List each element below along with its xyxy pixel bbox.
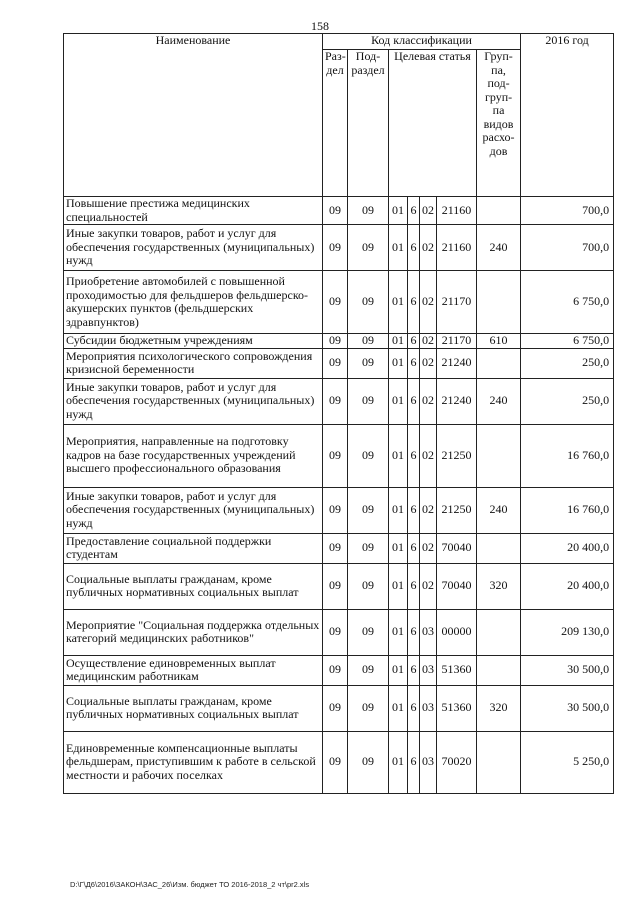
cell-section: 09 — [323, 424, 348, 487]
cell-program: 01 — [389, 563, 408, 609]
cell-subprogram: 6 — [408, 271, 420, 334]
cell-name: Осуществление единовременных выплат медицинским работникам — [64, 655, 323, 685]
cell-program: 01 — [389, 334, 408, 349]
cell-subsection: 09 — [348, 378, 389, 424]
budget-table — [63, 33, 614, 794]
cell-expense-type — [477, 348, 521, 378]
cell-amount: 30 500,0 — [521, 655, 614, 685]
cell-event: 02 — [420, 563, 437, 609]
cell-subsection: 09 — [348, 348, 389, 378]
cell-subprogram: 6 — [408, 348, 420, 378]
cell-subprogram: 6 — [408, 685, 420, 731]
cell-direction: 21160 — [437, 225, 477, 271]
header-expense-group: Груп- па, под- груп- па видов расхо- дов — [477, 50, 521, 197]
cell-program: 01 — [389, 197, 408, 225]
cell-amount: 16 760,0 — [521, 424, 614, 487]
cell-direction: 21250 — [437, 487, 477, 533]
cell-subsection: 09 — [348, 197, 389, 225]
table-row — [64, 655, 614, 685]
cell-expense-type: 610 — [477, 334, 521, 349]
cell-amount: 700,0 — [521, 225, 614, 271]
table-row — [64, 563, 614, 609]
footer-file-path: D:\Г\Д6\2016\ЗАКОН\ЗАС_26\Изм. бюджет ТО 2016-2018_2 чт\pr2.xls — [70, 880, 310, 889]
cell-direction: 21160 — [437, 197, 477, 225]
header-name: Наименование — [64, 34, 323, 197]
cell-program: 01 — [389, 225, 408, 271]
cell-section: 09 — [323, 533, 348, 563]
table-row — [64, 685, 614, 731]
cell-name: Иные закупки товаров, работ и услуг для обеспечения государственных (муниципальных) нужд — [64, 487, 323, 533]
cell-event: 02 — [420, 487, 437, 533]
cell-section: 09 — [323, 378, 348, 424]
cell-event: 03 — [420, 609, 437, 655]
cell-subsection: 09 — [348, 487, 389, 533]
cell-direction: 21170 — [437, 334, 477, 349]
table-row — [64, 348, 614, 378]
cell-subsection: 09 — [348, 655, 389, 685]
cell-expense-type: 240 — [477, 225, 521, 271]
cell-subsection: 09 — [348, 334, 389, 349]
cell-direction: 51360 — [437, 685, 477, 731]
cell-expense-type — [477, 655, 521, 685]
table-row — [64, 731, 614, 793]
cell-event: 02 — [420, 334, 437, 349]
cell-subsection: 09 — [348, 731, 389, 793]
cell-subprogram: 6 — [408, 225, 420, 271]
table-row — [64, 487, 614, 533]
cell-section: 09 — [323, 655, 348, 685]
cell-amount: 6 750,0 — [521, 334, 614, 349]
cell-name: Социальные выплаты гражданам, кроме публичных нормативных социальных выплат — [64, 563, 323, 609]
cell-name: Социальные выплаты гражданам, кроме публичных нормативных социальных выплат — [64, 685, 323, 731]
cell-amount: 20 400,0 — [521, 563, 614, 609]
cell-section: 09 — [323, 487, 348, 533]
header-year: 2016 год — [521, 34, 614, 197]
cell-amount: 20 400,0 — [521, 533, 614, 563]
cell-program: 01 — [389, 731, 408, 793]
cell-subprogram: 6 — [408, 563, 420, 609]
cell-section: 09 — [323, 225, 348, 271]
cell-subsection: 09 — [348, 424, 389, 487]
cell-subprogram: 6 — [408, 487, 420, 533]
cell-program: 01 — [389, 271, 408, 334]
cell-expense-type: 320 — [477, 563, 521, 609]
cell-event: 03 — [420, 731, 437, 793]
cell-name: Приобретение автомобилей с повышенной проходимостью для фельдшеров фельдшерско-акушерских пунктов (фельдшерских здравпунктов) — [64, 271, 323, 334]
cell-section: 09 — [323, 348, 348, 378]
cell-event: 02 — [420, 348, 437, 378]
cell-direction: 21170 — [437, 271, 477, 334]
cell-subprogram: 6 — [408, 655, 420, 685]
cell-direction: 21250 — [437, 424, 477, 487]
cell-name: Иные закупки товаров, работ и услуг для обеспечения государственных (муниципальных) нужд — [64, 378, 323, 424]
page-number: 158 — [311, 19, 329, 33]
cell-program: 01 — [389, 655, 408, 685]
cell-name: Субсидии бюджетным учреждениям — [64, 334, 323, 349]
cell-expense-type — [477, 533, 521, 563]
cell-subprogram: 6 — [408, 731, 420, 793]
cell-name: Мероприятия психологического сопровождения кризисной беременности — [64, 348, 323, 378]
cell-program: 01 — [389, 378, 408, 424]
header-subsection: Под- раздел — [348, 50, 389, 197]
cell-program: 01 — [389, 348, 408, 378]
cell-subprogram: 6 — [408, 378, 420, 424]
cell-name: Единовременные компенсационные выплаты фельдшерам, приступившим к работе в сельской местности и рабочих поселках — [64, 731, 323, 793]
cell-expense-type — [477, 271, 521, 334]
cell-expense-type — [477, 609, 521, 655]
header-row-top — [64, 34, 614, 50]
cell-amount: 30 500,0 — [521, 685, 614, 731]
cell-name: Мероприятие "Социальная поддержка отдельных категорий медицинских работников" — [64, 609, 323, 655]
header-code-group: Код классификации — [323, 34, 521, 50]
cell-subsection: 09 — [348, 563, 389, 609]
cell-event: 03 — [420, 685, 437, 731]
cell-subsection: 09 — [348, 533, 389, 563]
cell-name: Иные закупки товаров, работ и услуг для обеспечения государственных (муниципальных) нужд — [64, 225, 323, 271]
cell-amount: 209 130,0 — [521, 609, 614, 655]
cell-program: 01 — [389, 685, 408, 731]
cell-program: 01 — [389, 424, 408, 487]
cell-event: 02 — [420, 225, 437, 271]
cell-program: 01 — [389, 533, 408, 563]
cell-section: 09 — [323, 197, 348, 225]
cell-expense-type — [477, 731, 521, 793]
cell-direction: 51360 — [437, 655, 477, 685]
cell-section: 09 — [323, 334, 348, 349]
cell-amount: 250,0 — [521, 348, 614, 378]
table-row — [64, 533, 614, 563]
cell-subsection: 09 — [348, 609, 389, 655]
cell-subprogram: 6 — [408, 533, 420, 563]
cell-name: Повышение престижа медицинских специальностей — [64, 197, 323, 225]
cell-section: 09 — [323, 685, 348, 731]
cell-expense-type — [477, 424, 521, 487]
cell-section: 09 — [323, 609, 348, 655]
cell-subsection: 09 — [348, 271, 389, 334]
cell-expense-type: 320 — [477, 685, 521, 731]
cell-amount: 6 750,0 — [521, 271, 614, 334]
cell-subprogram: 6 — [408, 424, 420, 487]
table-row — [64, 334, 614, 349]
cell-subprogram: 6 — [408, 609, 420, 655]
header-section: Раз- дел — [323, 50, 348, 197]
cell-expense-type: 240 — [477, 487, 521, 533]
cell-amount: 250,0 — [521, 378, 614, 424]
table-row — [64, 378, 614, 424]
cell-expense-type: 240 — [477, 378, 521, 424]
cell-event: 02 — [420, 533, 437, 563]
cell-direction: 70040 — [437, 533, 477, 563]
cell-event: 03 — [420, 655, 437, 685]
cell-direction: 70020 — [437, 731, 477, 793]
cell-name: Мероприятия, направленные на подготовку кадров на базе государственных учреждений высшего профессионального образования — [64, 424, 323, 487]
cell-program: 01 — [389, 487, 408, 533]
table-row — [64, 197, 614, 225]
cell-section: 09 — [323, 563, 348, 609]
cell-event: 02 — [420, 378, 437, 424]
table-row — [64, 225, 614, 271]
cell-amount: 16 760,0 — [521, 487, 614, 533]
cell-event: 02 — [420, 271, 437, 334]
cell-name: Предоставление социальной поддержки студентам — [64, 533, 323, 563]
header-target-article: Целевая статья — [389, 50, 477, 197]
cell-subprogram: 6 — [408, 197, 420, 225]
cell-program: 01 — [389, 609, 408, 655]
cell-amount: 700,0 — [521, 197, 614, 225]
cell-direction: 21240 — [437, 348, 477, 378]
cell-event: 02 — [420, 424, 437, 487]
cell-direction: 00000 — [437, 609, 477, 655]
cell-expense-type — [477, 197, 521, 225]
table-row — [64, 609, 614, 655]
cell-subsection: 09 — [348, 685, 389, 731]
cell-subsection: 09 — [348, 225, 389, 271]
cell-subprogram: 6 — [408, 334, 420, 349]
cell-direction: 70040 — [437, 563, 477, 609]
cell-event: 02 — [420, 197, 437, 225]
cell-amount: 5 250,0 — [521, 731, 614, 793]
cell-section: 09 — [323, 271, 348, 334]
table-row — [64, 424, 614, 487]
cell-direction: 21240 — [437, 378, 477, 424]
table-row — [64, 271, 614, 334]
cell-section: 09 — [323, 731, 348, 793]
